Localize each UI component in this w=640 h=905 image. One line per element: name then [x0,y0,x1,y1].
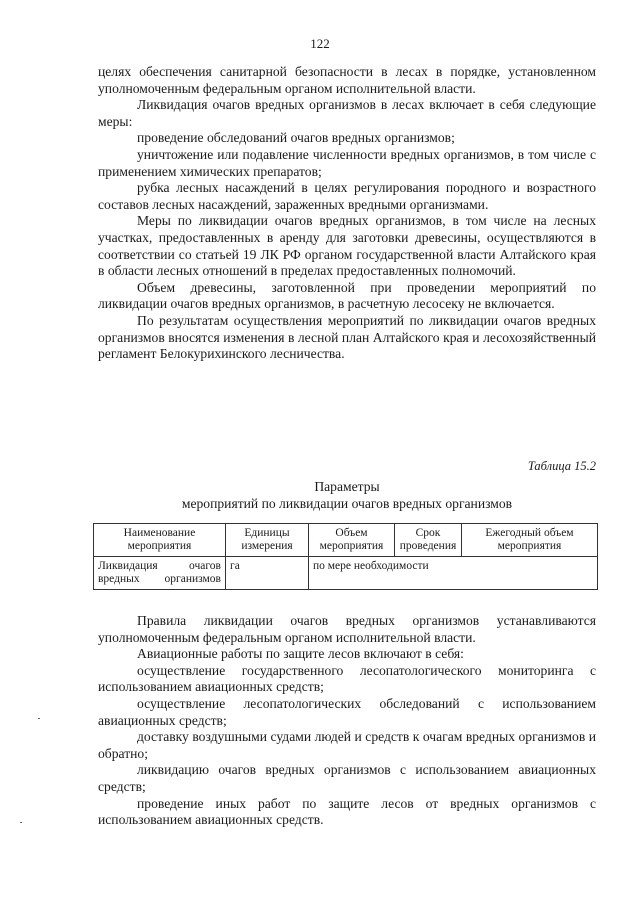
paragraph: уничтожение или подавление численности вредных организмов, в том числе с применением химических препаратов; [98,146,596,179]
paragraph: проведение иных работ по защите лесов от вредных организмов с использованием авиационных средств. [98,795,596,828]
table-header-cell: Единицы измерения [226,524,309,557]
paragraph: Объем древесины, заготовленной при проведении мероприятий по ликвидации очагов вредных организмов, в расчетную лесосеку не включается. [98,279,596,312]
paragraph: По результатам осуществления мероприятий по ликвидации очагов вредных организмов вносятся изменения в лесной план Алтайского края и лесохозяйственный регламент Белокурихинского лесничества. [98,312,596,362]
table-cell: по мере необходимости [309,557,598,590]
body-text-top [98,64,596,363]
page-number: 122 [310,36,330,51]
parameters-table [93,523,598,590]
table-cell: га [226,557,309,590]
table-title-line: мероприятий по ликвидации очагов вредных организмов [181,496,513,511]
scan-speck [38,718,40,719]
paragraph: доставку воздушными судами людей и средств к очагам вредных организмов и обратно; [98,729,596,761]
paragraph: проведение обследований очагов вредных организмов; [137,130,455,146]
body-text-bottom [98,613,596,829]
table-header-cell: Объем мероприятия [309,524,395,557]
paragraph: осуществление государственного лесопатологического мониторинга с использованием авиационных средств; [98,662,596,695]
paragraph: Меры по ликвидации очагов вредных организмов, в том числе на лесных участках, предоставленных в аренду для заготовки древесины, осуществляются в соответствии со статьей 19 ЛК РФ органом государственной власти Алтайского края в области лесных отношений в пределах предоставленных полномочий. [98,213,596,279]
table-label: Таблица 15.2 [527,459,596,473]
paragraph: ликвидацию очагов вредных организмов с использованием авиационных средств; [98,762,596,794]
table-header-cell: Наименование мероприятия [94,524,226,557]
table-header-cell: Срок проведения [395,524,462,557]
table-header-row [94,524,598,557]
paragraph: осуществление лесопатологических обследований с использованием авиационных средств; [98,695,596,728]
table-title-line: Параметры [314,479,380,494]
table-cell: Ликвидация очагов вредных организмов [94,557,226,590]
paragraph: Ликвидация очагов вредных организмов в лесах включает в себя следующие меры: [98,97,596,129]
paragraph: целях обеспечения санитарной безопасности в лесах в порядке, установленном уполномоченным федеральным органом исполнительной власти. [98,64,596,96]
table-title [98,478,596,512]
table-header-cell: Ежегодный объем мероприятия [462,524,598,557]
scan-speck [20,822,22,823]
paragraph: Правила ликвидации очагов вредных организмов устанавливаются уполномоченным федеральным органом исполнительной власти. [98,613,596,645]
table-row [94,557,598,590]
paragraph: Авиационные работы по защите лесов включают в себя: [137,646,464,662]
paragraph: рубка лесных насаждений в целях регулирования породного и возрастного составов лесных насаждений, зараженных вредными организмами. [98,180,596,212]
